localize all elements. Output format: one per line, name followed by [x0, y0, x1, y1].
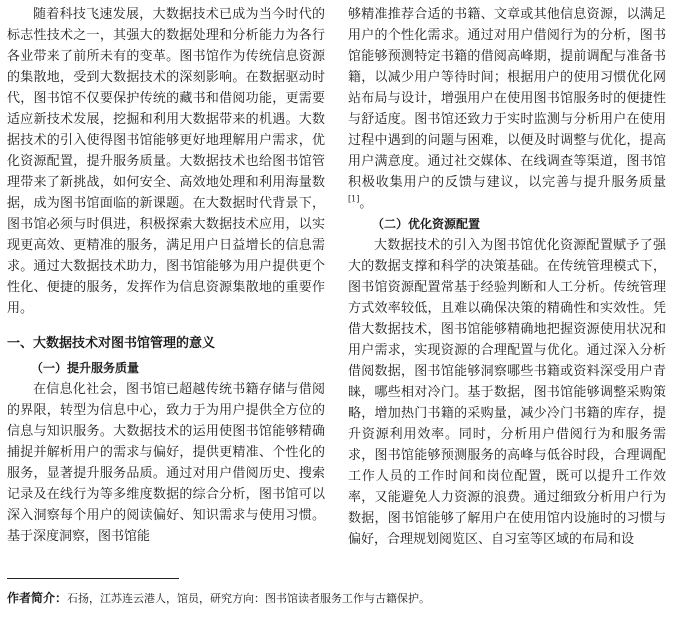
subsection-heading: （二）优化资源配置 [372, 217, 481, 231]
body-paragraph: 大数据技术的引入为图书馆优化资源配置赋予了强大的数据支撑和科学的决策基础。在传统管理模式下，图书馆资源配置常基于经验判断和人工分析。传统管理方式效率较低，且难以确保决策的精确性和实效性。凭借大数据技术，图书馆能够精确地把握资源使用状况和用户需求，实现资源的合理配置与优化。通过深入分析借阅数据，图书馆能够洞察哪些书籍或资料深受用户青睐，哪些相对冷门。基于数据，图书馆能够调整采购策略，增加热门书籍的采购量，减少冷门书籍的库存，提升资源利用效率。同时，分析用户借阅行为和服务需求，图书馆能够预测服务的高峰与低谷时段，合理调配工作人员的工作时间和岗位配置，既可以提升工作效率，又能避免人力资源的浪费。通过细致分析用户行为数据，图书馆能够了解用户在使用馆内设施时的习惯与偏好，合理规划阅览区、自习室等区域的布局和设 [348, 238, 666, 547]
footnote-text: 石扬，江苏连云港人，馆员，研究方向：图书馆读者服务工作与古籍保护。 [67, 592, 431, 605]
continued-text-end: 。 [359, 196, 373, 211]
subsection-heading: （一）提升服务质量 [31, 361, 140, 375]
continued-text: 够精准推荐合适的书籍、文章或其他信息资源，以满足用户的个性化需求。通过对用户借阅行为的分析，图书馆能够预测特定书籍的借阅高峰期，提前调配与准备书籍，以减少用户等待时间；根据用户的使用习惯优化网站布局与设计，增强用户在使用图书馆服务时的便捷性与舒适度。图书馆还致力于实时监测与分析用户在使用过程中遇到的问题与困难，以便及时调整与优化，提高用户满意度。通过社交媒体、在线调查等渠道，图书馆积极收集用户的反馈与建议，以完善与提升服务质量 [348, 7, 666, 190]
footnote-divider [7, 578, 179, 579]
citation-marker: [1] [348, 194, 360, 204]
continued-paragraph [348, 4, 666, 214]
author-footnote [7, 589, 667, 608]
section-heading: 一、大数据技术对图书馆管理的意义 [7, 336, 216, 351]
footnote-label: 作者简介： [7, 591, 68, 605]
body-paragraph: 在信息化社会，图书馆已超越传统书籍存储与借阅的界限，转型为信息中心，致力于为用户提供全方位的信息与知识服务。大数据技术的运用使图书馆能够精确捕捉并解析用户的需求与偏好，提供更精准、个性化的服务，显著提升服务品质。通过对用户借阅历史、搜索记录及在线行为等多维度数据的综合分析，图书馆可以深入洞察每个用户的阅读偏好、知识需求与使用习惯。基于深度洞察，图书馆能 [7, 382, 325, 544]
right-column [348, 4, 666, 550]
intro-paragraph: 随着科技飞速发展，大数据技术已成为当今时代的标志性技术之一，其强大的数据处理和分析能力为各行各业带来了前所未有的变革。图书馆作为传统信息资源的集散地，受到大数据技术的深刻影响。在数据驱动时代，图书馆不仅要保护传统的藏书和借阅功能，更需要适应新技术发展，挖掘和利用大数据带来的机遇。大数据技术的引入使得图书馆能够更好地理解用户需求，优化资源配置，提升服务质量。大数据技术也给图书馆管理带来了新挑战，如何安全、高效地处理和利用海量数据，成为图书馆面临的新课题。在大数据时代背景下，图书馆必须与时俱进，积极探索大数据技术应用，以实现更高效、更精准的服务，满足用户日益增长的信息需求。通过大数据技术助力，图书馆能够为用户提供更个性化、便捷的服务，发挥作为信息资源集散地的重要作用。 [7, 7, 325, 316]
left-column [7, 4, 325, 547]
